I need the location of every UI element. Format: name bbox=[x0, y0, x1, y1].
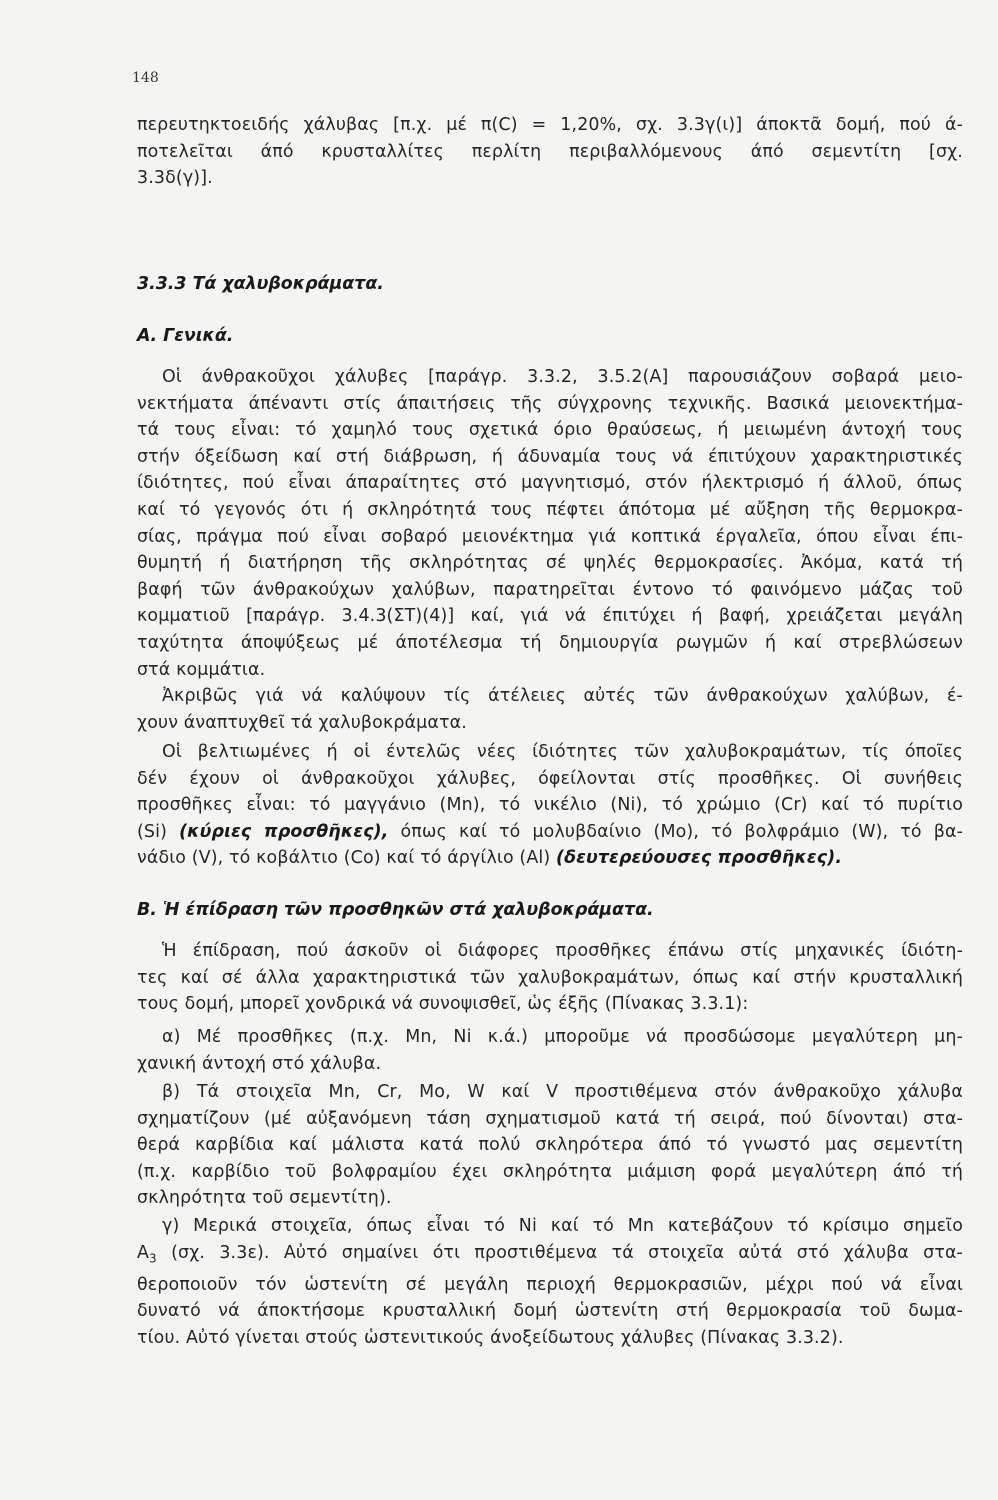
paragraph-a2 bbox=[137, 683, 963, 736]
text-line: Ἀκριβῶς γιά νά καλύψουν τίς άτέλειες αὐτές τῶν άνθρακούχων χαλύβων, έ- bbox=[162, 686, 963, 706]
text-line: ίδιότητες, πού εἶναι άπαραίτητες στό μαγνητισμό, στόν ήλεκτρισμό ή άλλοῦ, όπως bbox=[137, 473, 963, 494]
text-span: (Si) bbox=[137, 821, 180, 842]
paragraph-a1 bbox=[137, 364, 963, 683]
text-span: νάδιο (V), τό κοβάλτιο (Co) καί τό άργίλιο (Al) bbox=[137, 848, 556, 869]
paragraph-b1 bbox=[137, 938, 963, 1018]
text-line: στήν όξείδωση καί στή διάβρωση, ή άδυναμία τους νά έπιτύχουν χαρακτηριστικές bbox=[137, 446, 963, 467]
paragraph-a3 bbox=[137, 739, 963, 872]
section-heading: 3.3.3 Τά χαλυβοκράματα. bbox=[137, 274, 384, 294]
text-line: τά τους εἶναι: τό χαμηλό τους σχετικά όριο θραύσεως, ή μειωμένη άντοχή τους bbox=[137, 420, 963, 441]
text-line: χουν άναπτυχθεῖ τά χαλυβοκράματα. bbox=[137, 712, 467, 733]
main-additions-term: (κύριες προσθῆκες), bbox=[179, 821, 389, 842]
text-line: (π.χ. καρβίδιο τοῦ βολφραμίου έχει σκληρότητα μιάμιση φορά μεγαλύτερη άπό τή bbox=[137, 1161, 963, 1182]
text-line: χανική άντοχή στό χάλυβα. bbox=[137, 1053, 382, 1074]
text-line: γ) Μερικά στοιχεῖα, όπως εἶναι τό Ni καί τό Mn κατεβάζουν τό κρίσιμο σημεῖο bbox=[162, 1216, 963, 1236]
list-item-a bbox=[137, 1024, 963, 1077]
subscript: 3 bbox=[149, 1251, 157, 1266]
text-line: τίου. Αὐτό γίνεται στούς ὡστενιτικούς άνοξείδωτους χάλυβες (Πίνακας 3.3.2). bbox=[137, 1327, 844, 1348]
text-line: Οἱ βελτιωμένες ή οἱ έντελῶς νέες ίδιότητες τῶν χαλυβοκραμάτων, τίς όποῖες bbox=[162, 742, 963, 762]
text-line: 3.3δ(γ)]. bbox=[137, 168, 213, 189]
text-line: θεροποιοῦν τόν ὡστενίτη σέ μεγάλη περιοχή θερμοκρασιῶν, μέχρι πού νά εἶναι bbox=[137, 1274, 963, 1295]
subsection-a-heading: Α. Γενικά. bbox=[137, 326, 234, 346]
list-item-b bbox=[137, 1079, 963, 1212]
text-line: θυμητή ή διατήρηση τῆς σκληρότητας σέ ψηλές θερμοκρασίες. Ἀκόμα, κατά τή bbox=[137, 553, 963, 574]
text-line: ποτελεῖται άπό κρυσταλλίτες περλίτη περιβαλλόμενους άπό σεμεντίτη [σχ. bbox=[137, 141, 963, 162]
intro-paragraph bbox=[137, 112, 963, 192]
text-line: δυνατό νά άποκτήσομε κρυσταλλική δομή ὡστενίτη στή θερμοκρασία τοῦ δωμα- bbox=[137, 1301, 963, 1322]
text-span: A bbox=[137, 1242, 150, 1263]
page-number: 148 bbox=[132, 70, 159, 86]
text-line: Ἡ έπίδραση, πού άσκοῦν οἱ διάφορες προσθῆκες έπάνω στίς μηχανικές ίδιότη- bbox=[162, 941, 963, 961]
text-line: θερά καρβίδια καί μάλιστα κατά πολύ σκληρότερα άπό τό γνωστό μας σεμεντίτη bbox=[137, 1135, 963, 1156]
text-line bbox=[137, 1240, 963, 1272]
text-line: περευτηκτοειδής χάλυβας [π.χ. μέ π(C) = 1,20%, σχ. 3.3γ(ι)] άποκτᾶ δομή, πού ά- bbox=[137, 115, 963, 135]
text-line: δέν έχουν οἱ άνθρακοῦχοι χάλυβες, όφείλονται στίς προσθῆκες. Οἱ συνήθεις bbox=[137, 768, 963, 789]
list-item-c bbox=[137, 1213, 963, 1351]
text-line bbox=[137, 819, 963, 846]
text-line: στά κομμάτια. bbox=[137, 659, 266, 680]
text-span: όπως καί τό μολυβδαίνιο (Mo), τό βολφράμιο (W), τό βα- bbox=[388, 821, 964, 842]
subsection-b-heading: Β. Ἡ έπίδραση τῶν προσθηκῶν στά χαλυβοκράματα. bbox=[137, 900, 654, 920]
text-line: ταχύτητα άποψύξεως μέ άποτέλεσμα τή δημιουργία ρωγμῶν ή καί στρεβλώσεων bbox=[137, 632, 963, 653]
text-line: β) Τά στοιχεῖα Mn, Cr, Mo, W καί V προστιθέμενα στόν άνθρακοῦχο χάλυβα bbox=[162, 1082, 963, 1102]
text-line: σίας, πράγμα πού εἶναι σοβαρό μειονέκτημα γιά κοπτικά έργαλεῖα, όπου εἶναι έπι- bbox=[137, 526, 963, 547]
text-line: καί τό γεγονός ότι ή σκληρότητά τους πέφτει άπότομα μέ αὔξηση τῆς θερμοκρα- bbox=[137, 499, 963, 520]
text-line: σχηματίζουν (μέ αὐξανόμενη τάση σχηματισμοῦ κατά τή σειρά, πού δίνονται) στα- bbox=[137, 1108, 963, 1129]
text-line bbox=[137, 845, 963, 872]
text-span: (σχ. 3.3ε). Αὐτό σημαίνει ότι προστιθέμενα τά στοιχεῖα αὐτά στό χάλυβα στα- bbox=[156, 1242, 963, 1263]
text-line: νεκτήματα άπέναντι στίς άπαιτήσεις τῆς σύγχρονης τεχνικῆς. Βασικά μειονεκτήμα- bbox=[137, 393, 963, 414]
text-line: α) Μέ προσθῆκες (π.χ. Mn, Ni κ.ά.) μποροῦμε νά προσδώσομε μεγαλύτερη μη- bbox=[162, 1027, 963, 1047]
text-line: σκληρότητα τοῦ σεμεντίτη). bbox=[137, 1188, 392, 1209]
text-line: βαφή τῶν άνθρακούχων χαλύβων, παρατηρεῖται έντονο τό φαινόμενο μάζας τοῦ bbox=[137, 579, 963, 600]
text-line: τους δομή, μπορεῖ χονδρικά νά συνοψισθεῖ, ὡς έξῆς (Πίνακας 3.3.1): bbox=[137, 994, 749, 1015]
text-line: Οἱ άνθρακοῦχοι χάλυβες [παράγρ. 3.3.2, 3.5.2(Α] παρουσιάζουν σοβαρά μειο- bbox=[162, 367, 963, 387]
text-line: προσθῆκες εἶναι: τό μαγγάνιο (Mn), τό νικέλιο (Ni), τό χρώμιο (Cr) καί τό πυρίτιο bbox=[137, 795, 963, 816]
secondary-additions-term: (δευτερεύουσες προσθῆκες). bbox=[556, 848, 843, 869]
text-line: τες καί σέ άλλα χαρακτηριστικά τῶν χαλυβοκραμάτων, όπως καί στήν κρυσταλλική bbox=[137, 967, 963, 988]
text-line: κομματιοῦ [παράγρ. 3.4.3(ΣΤ)(4)] καί, γιά νά έπιτύχει ή βαφή, χρειάζεται μεγάλη bbox=[137, 606, 963, 627]
